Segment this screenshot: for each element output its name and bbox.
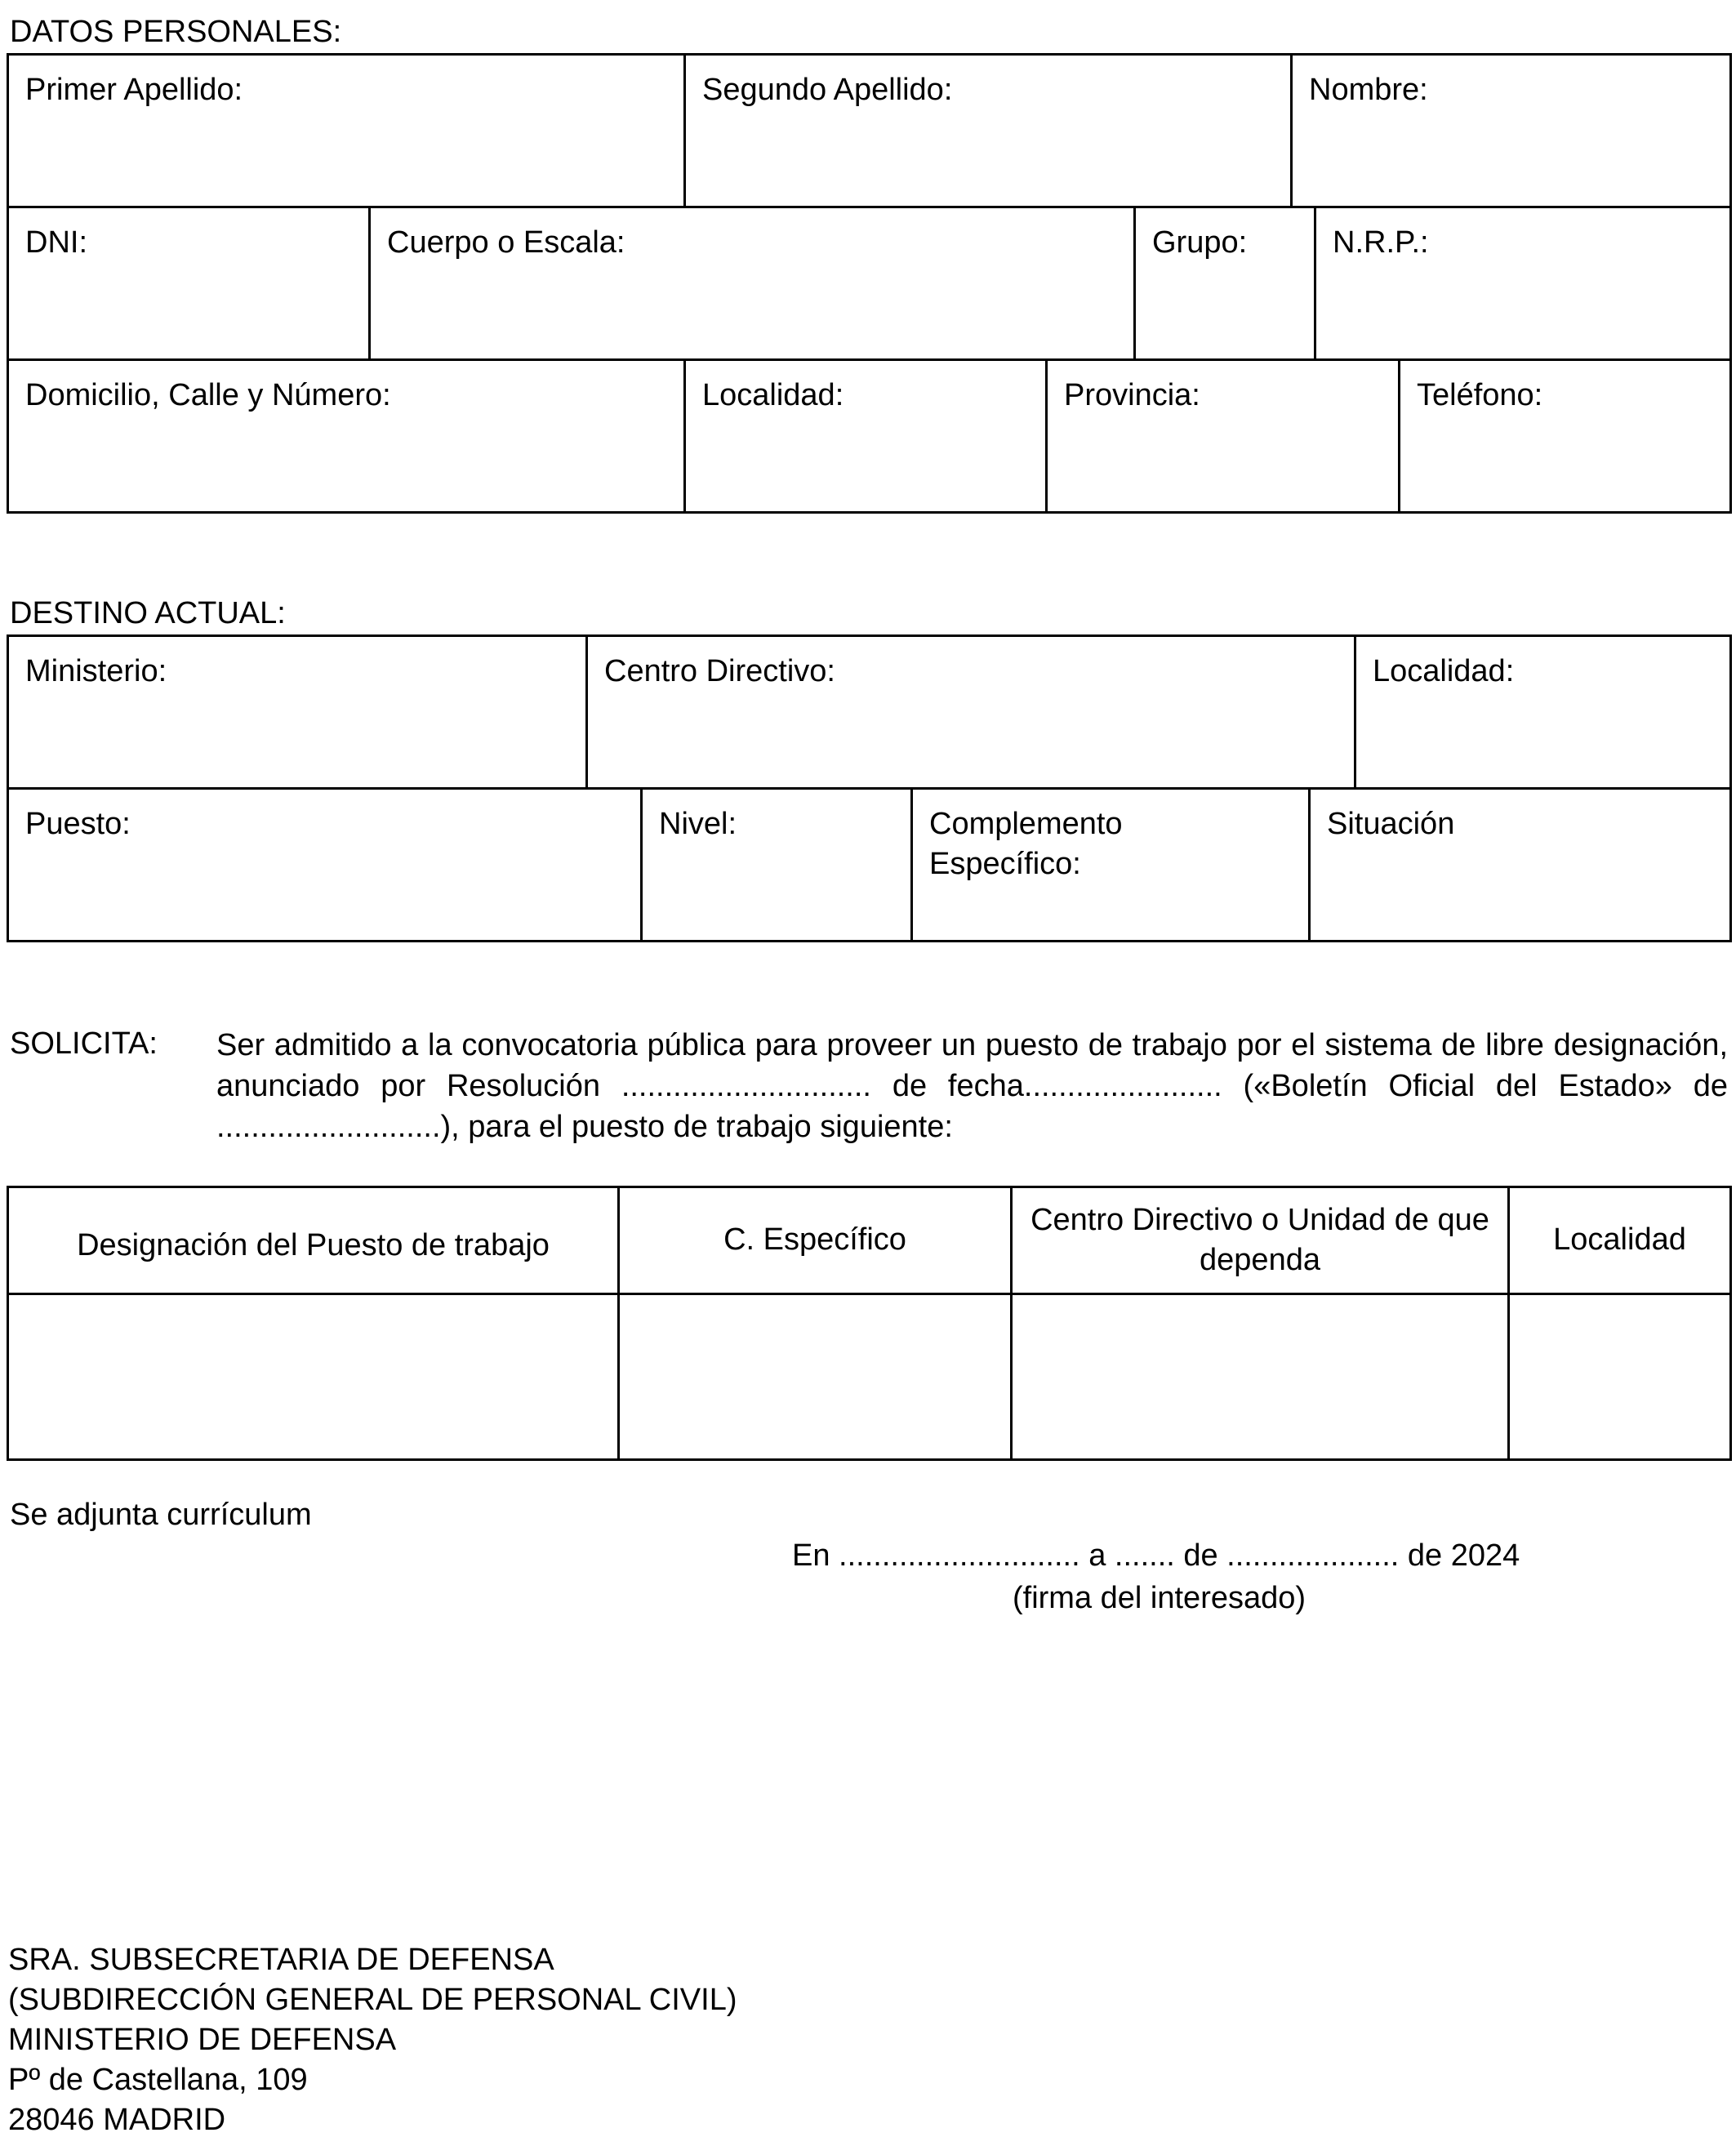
nivel-label: Nivel: [659,807,737,841]
segundo-apellido-label: Segundo Apellido: [702,73,953,107]
centro-directivo-cell[interactable] [1012,1294,1509,1460]
nombre-field[interactable] [1292,55,1731,207]
solicita-text: Ser admitido a la convocatoria pública para proveer un puesto de trabajo por el sistema de libre designación, anunciado por Resolución ............................. de fecha....................... («Boletín Oficial del Estado» de ..........................), para el puesto de trabajo siguiente: [216,1028,1728,1144]
datos-personales-row2 [7,206,1732,361]
header-centro-directivo: Centro Directivo o Unidad de que dependa [1012,1187,1509,1294]
address-line: 28046 MADRID [8,2103,226,2137]
datos-personales-row1 [7,53,1732,208]
situacion-label: Situación [1327,807,1455,841]
address-line: SRA. SUBSECRETARIA DE DEFENSA [8,1943,554,1977]
primer-apellido-label: Primer Apellido: [25,73,243,107]
signature-caption: (firma del interesado) [1013,1581,1306,1615]
c-especifico-cell[interactable] [619,1294,1012,1460]
telefono-field[interactable] [1400,360,1731,513]
localidad-label: Localidad: [702,378,844,412]
header-localidad: Localidad [1509,1187,1731,1294]
complemento-especifico-label: Complemento Específico: [929,807,1123,882]
destino-actual-row1 [7,634,1732,790]
destino-actual-row2 [7,787,1732,942]
localidad-cell[interactable] [1509,1294,1731,1460]
date-line: En ............................ a ....... de .................... de 2024 [792,1538,1520,1573]
solicita-label: SOLICITA: [10,1026,158,1061]
address-line: Pº de Castellana, 109 [8,2063,308,2097]
grupo-field[interactable] [1135,207,1315,360]
address-line: (SUBDIRECCIÓN GENERAL DE PERSONAL CIVIL) [8,1983,737,2017]
primer-apellido-field[interactable] [8,55,685,207]
adjunta-curriculum-text: Se adjunta currículum [10,1498,312,1532]
centro-directivo-label: Centro Directivo: [604,654,835,688]
nrp-field[interactable] [1315,207,1731,360]
cuerpo-escala-label: Cuerpo o Escala: [387,225,625,260]
section-title-datos-personales: DATOS PERSONALES: [10,15,342,49]
segundo-apellido-field[interactable] [685,55,1292,207]
complemento-especifico-field[interactable] [912,789,1310,942]
localidad-field[interactable] [685,360,1047,513]
recipient-address [8,1940,737,2140]
centro-directivo-field[interactable] [587,636,1355,789]
nivel-field[interactable] [642,789,912,942]
dni-field[interactable] [8,207,370,360]
nombre-label: Nombre: [1309,73,1428,107]
designacion-cell[interactable] [8,1294,619,1460]
telefono-label: Teléfono: [1417,378,1543,412]
dni-label: DNI: [25,225,87,260]
ministerio-label: Ministerio: [25,654,167,688]
section-title-destino-actual: DESTINO ACTUAL: [10,596,286,630]
puesto-table [7,1186,1732,1461]
puesto-label: Puesto: [25,807,131,841]
provincia-field[interactable] [1047,360,1400,513]
header-c-especifico: C. Específico [619,1187,1012,1294]
datos-personales-row3 [7,358,1732,514]
destino-localidad-field[interactable] [1355,636,1731,789]
ministerio-field[interactable] [8,636,587,789]
grupo-label: Grupo: [1152,225,1248,260]
puesto-field[interactable] [8,789,642,942]
provincia-label: Provincia: [1064,378,1200,412]
nrp-label: N.R.P.: [1333,225,1429,260]
domicilio-field[interactable] [8,360,685,513]
situacion-field[interactable] [1310,789,1731,942]
cuerpo-escala-field[interactable] [370,207,1135,360]
domicilio-label: Domicilio, Calle y Número: [25,378,391,412]
address-line: MINISTERIO DE DEFENSA [8,2023,397,2057]
header-designacion: Designación del Puesto de trabajo [8,1187,619,1294]
destino-localidad-label: Localidad: [1373,654,1515,688]
